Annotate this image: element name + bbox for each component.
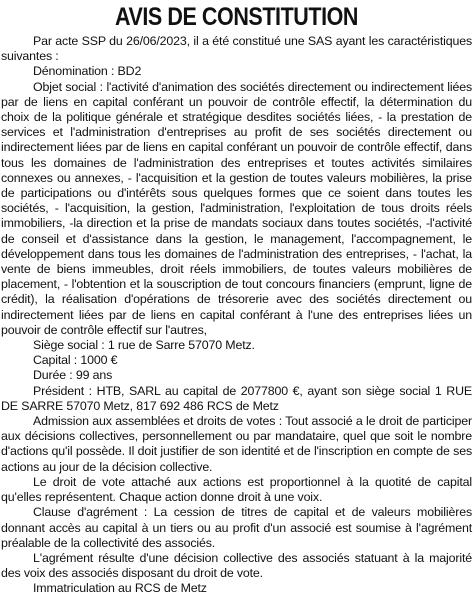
voting-rights-paragraph: Le droit de vote attaché aux actions est proportionnel à la quotité de capital qu'elles représentent. Chaque action donne droit à une voix. [1, 474, 472, 505]
duration-paragraph: Durée : 99 ans [33, 368, 113, 383]
capital-paragraph: Capital : 1000 € [33, 353, 118, 368]
approval-clause-paragraph: Clause d'agrément : La cession de titres de capital et de valeurs mobilières donnant accès au capital à un tiers ou au profit d'un associé est soumise à l'agrément préalable de la collectivité des associés. [1, 505, 472, 550]
notice-title: AVIS DE CONSTITUTION [114, 3, 359, 31]
registered-office-paragraph: Siège social : 1 rue de Sarre 57070 Metz. [33, 338, 255, 353]
corporate-purpose-paragraph: Objet social : l'activité d'animation des sociétés directement ou indirectement liées par de liens en capital conférant un pouvoir de contrôle effectif, la détermination du choix de la politique générale et stratégique desdites sociétés liées, - la prestation de services et l'administration d'entreprises au profit de ses sociétés directement ou indirectement liées par de liens en capital conférant un pouvoir de contrôle effectif, dans tous les domaines de l'administration des entreprises et toutes activités similaires connexes ou annexes, - l'acquisition et la gestion de toutes valeurs mobilières, la prise de participations ou d'intérêts sous quelques formes que ce soient dans toutes les sociétés, - l'acquisition, la gestion, l'administration, l'exploitation de tous droits réels immobiliers, -la direction et la prise de mandats sociaux dans toutes sociétés, -l'activité de conseil et d'assistance dans la gestion, le management, l'accompagnement, le développement dans tous les domaines de l'administration des entreprises, - l'achat, la vente de biens immeubles, droit réels immobiliers, de toutes valeurs mobilières de placement, - l'obtention et la souscription de tout concours financiers (emprunt, ligne de crédit), la réalisation d'opérations de trésorerie avec des sociétés directement ou indirectement liées par de liens en capital conférant à l'une des entreprises liées un pouvoir de contrôle effectif sur l'autres, [1, 79, 472, 337]
meetings-votes-paragraph: Admission aux assemblées et droits de votes : Tout associé a le droit de participer aux décisions collectives, personnellement ou par mandataire, quel que soit le nombre d'actions qu'il possède. Il doit justifier de son identité et de l'inscription en compte de ses actions au jour de la décision collective. [1, 414, 472, 474]
approval-decision-paragraph: L'agrément résulte d'une décision collective des associés statuant à la majorité des voix des associés disposant du droit de vote. [1, 550, 472, 581]
registration-paragraph: Immatriculation au RCS de Metz [33, 581, 207, 596]
notice-body [1, 34, 472, 597]
intro-paragraph: Par acte SSP du 26/06/2023, il a été constitué une SAS ayant les caractéristiques suivantes : [1, 34, 472, 64]
president-paragraph: Président : HTB, SARL au capital de 2077800 €, ayant son siège social 1 RUE DE SARRE 57070 Metz, 817 692 486 RCS de Metz [1, 383, 472, 413]
company-name-paragraph: Dénomination : BD2 [33, 64, 142, 79]
